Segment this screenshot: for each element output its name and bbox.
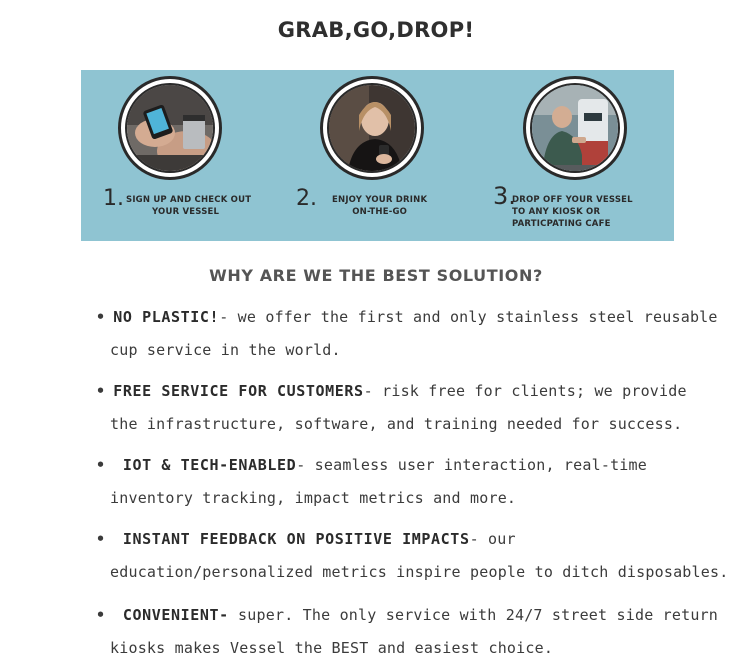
step-3 (483, 70, 663, 241)
item-text-continued: kiosks makes Vessel the BEST and easiest choice. (110, 639, 554, 657)
step-caption: ENJOY YOUR DRINK ON-THE-GO (332, 195, 428, 217)
how-it-works-banner (81, 70, 674, 241)
item-text: - risk free for clients; we provide (363, 382, 687, 400)
item-text: super. The only service with 24/7 street side return (228, 606, 719, 624)
section-heading: WHY ARE WE THE BEST SOLUTION? (209, 266, 543, 285)
item-text: - our (469, 530, 516, 548)
bullet: • (96, 456, 106, 474)
step-caption: SIGN UP AND CHECK OUT YOUR VESSEL (126, 195, 252, 217)
page-title: GRAB,GO,DROP! (277, 18, 475, 42)
item-keyword: FREE SERVICE FOR CUSTOMERS (113, 382, 364, 400)
item-text: - seamless user interaction, real-time (296, 456, 647, 474)
kiosk-drop-off-photo (523, 76, 627, 180)
item-keyword: CONVENIENT- (113, 606, 229, 624)
item-keyword: IOT & TECH-ENABLED (113, 456, 297, 474)
step-caption: DROP OFF YOUR VESSEL TO ANY KIOSK OR PARTICPATING CAFE (512, 195, 633, 229)
bullet: • (96, 382, 106, 400)
item-keyword: NO PLASTIC! (113, 308, 220, 326)
step-number: 3. (493, 182, 516, 210)
step-number: 1. (103, 186, 124, 211)
phone-and-cup-photo (118, 76, 222, 180)
item-text-continued: the infrastructure, software, and training needed for success. (110, 415, 683, 433)
item-keyword: INSTANT FEEDBACK ON POSITIVE IMPACTS (113, 530, 470, 548)
woman-with-cup-photo (320, 76, 424, 180)
step-1 (93, 70, 273, 241)
bullet: • (96, 308, 106, 326)
step-2 (286, 70, 466, 241)
bullet: • (96, 530, 106, 548)
item-text-continued: cup service in the world. (110, 341, 341, 359)
bullet: • (96, 606, 106, 624)
item-text-continued: education/personalized metrics inspire people to ditch disposables. (110, 563, 729, 581)
item-text-continued: inventory tracking, impact metrics and more. (110, 489, 517, 507)
item-text: - we offer the first and only stainless steel reusable (219, 308, 718, 326)
step-number: 2. (296, 186, 317, 211)
